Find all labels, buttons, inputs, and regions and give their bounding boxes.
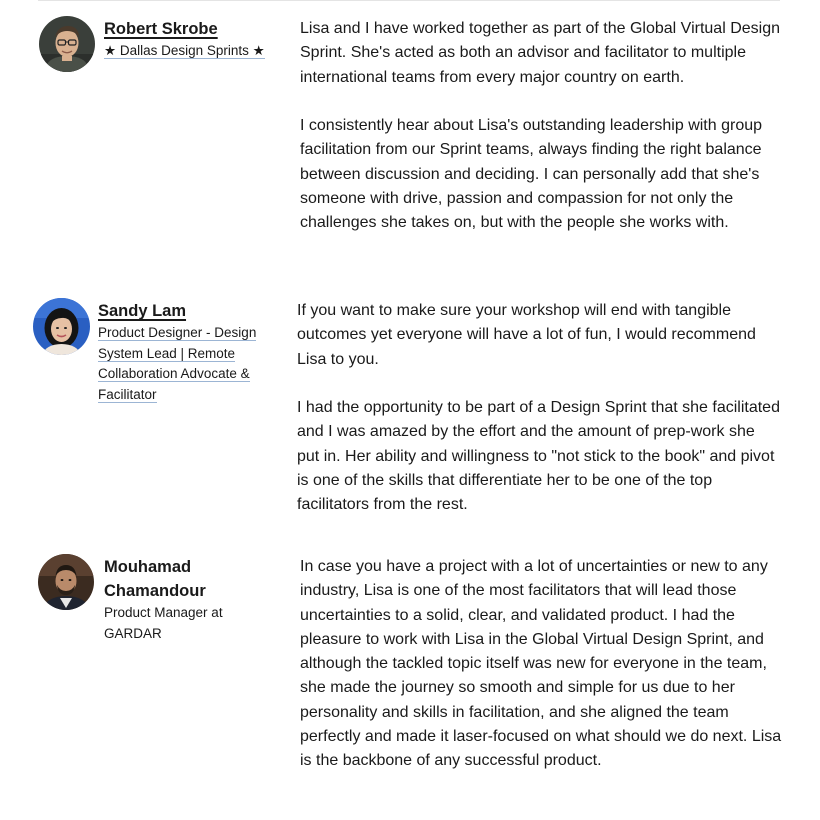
avatar-photo-robert — [39, 16, 95, 72]
recommender-name-link[interactable]: Sandy Lam — [98, 302, 187, 320]
avatar — [38, 554, 94, 610]
recommendation-paragraph: If you want to make sure your workshop will end with tangible outcomes yet everyone will have a lot of fun, I would recommend Lisa to you. — [297, 302, 756, 368]
recommender-headline: Product Manager at GARDAR — [104, 605, 223, 641]
recommendation-paragraph: I had the opportunity to be part of a Design Sprint that she facilitated and I was amazed by the effort and the amount of prep-work she put in. Her ability and willingness to "not stick to the book" and pivot is one of the skills that differentiate her to be one of the top facilitators from the rest. — [297, 399, 780, 514]
recommendation-paragraph: In case you have a project with a lot of uncertainties or new to any industry, Lisa is one of the most facilitators that will lead those uncertainties to a solid, clear, and validated product. I had the pleasure to work with Lisa in the Global Virtual Design Sprint, and although the tackled topic itself was new for everyone in the team, she made the journey so smooth and simple for us due to her personality and skills in facilitation, and she aligned the team perfectly and made it laser-focused on what should we do next. Lisa is the backbone of any successful product. — [300, 558, 782, 770]
avatar[interactable] — [39, 16, 95, 72]
recommendation-text — [297, 299, 781, 518]
avatar-photo-mouhamad — [38, 554, 94, 610]
recommender-name: Mouhamad Chamandour — [104, 558, 206, 600]
recommender-headline — [98, 323, 280, 405]
recommender-headline — [104, 41, 284, 62]
recommender-name-link[interactable]: Robert Skrobe — [104, 20, 218, 38]
recommender-headline-link[interactable]: ★ Dallas Design Sprints ★ — [104, 43, 265, 58]
recommendation-paragraph: Lisa and I have worked together as part of the Global Virtual Design Sprint. She's acted as both an advisor and facilitator to multiple international teams from every major country on earth. — [300, 20, 780, 86]
recommendation-text — [300, 17, 782, 236]
top-divider — [38, 0, 780, 1]
recommender-headline-link[interactable]: Product Designer - Design System Lead | Remote Collaboration Advocate & Facilitator — [98, 325, 257, 402]
recommendation-text — [300, 555, 782, 774]
avatar[interactable] — [33, 298, 90, 355]
avatar-photo-sandy — [33, 298, 90, 355]
recommendation-paragraph: I consistently hear about Lisa's outstanding leadership with group facilitation from our Sprint teams, always finding the right balance between discussion and deciding. I can personally add that she's someone with drive, passion and compassion for not only the challenges she takes on, but with the people she works with. — [300, 117, 763, 232]
